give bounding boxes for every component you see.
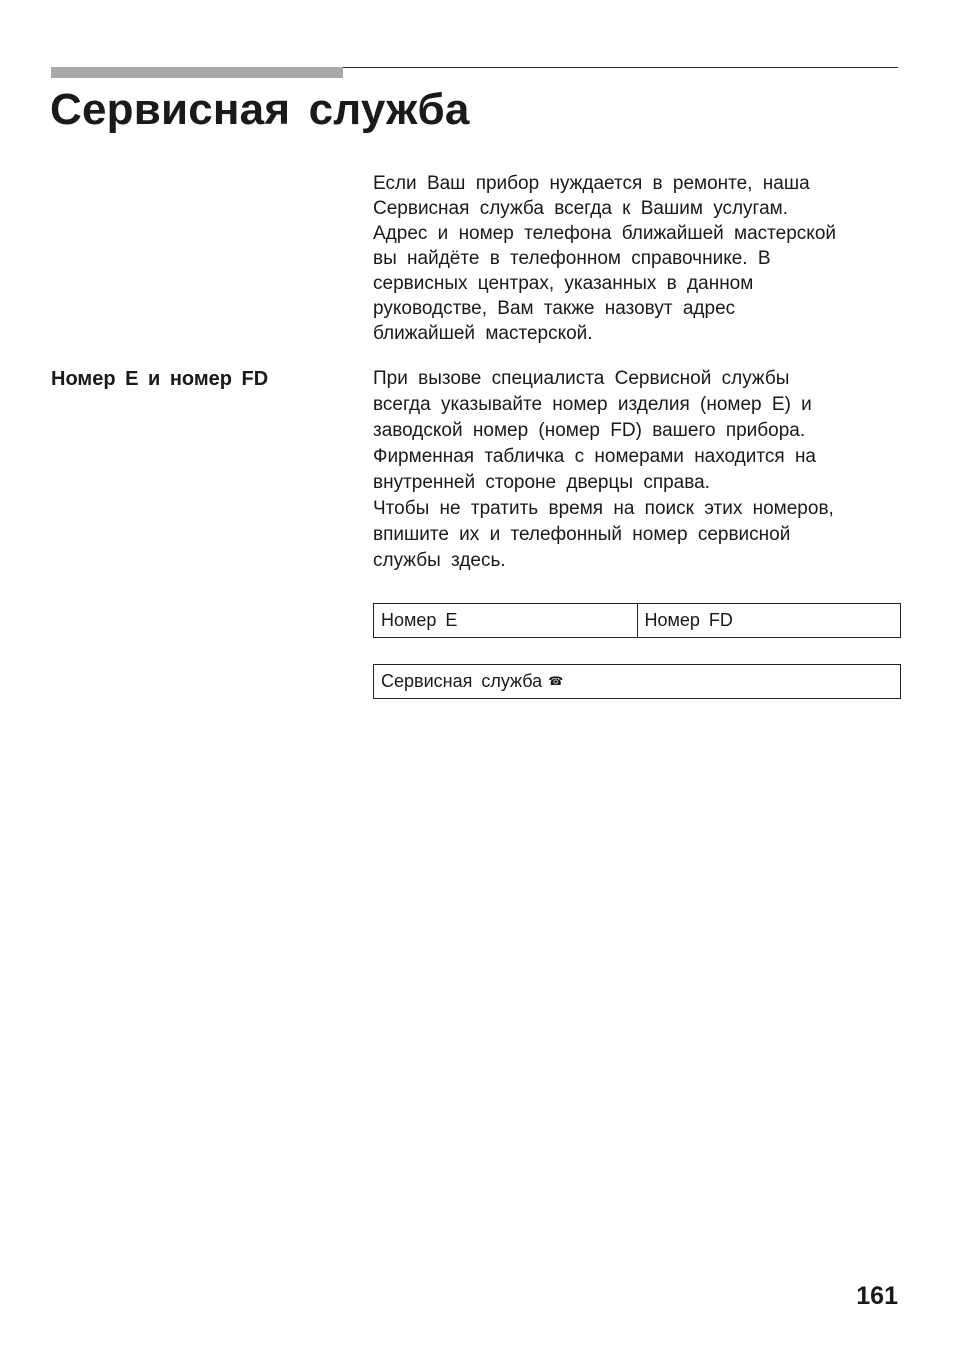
telephone-icon: ☎ [548, 674, 564, 688]
product-numbers-form [373, 603, 901, 638]
e-number-field[interactable] [374, 604, 637, 637]
fd-number-label: Номер FD [644, 610, 733, 630]
section-line: заводской номер (номер FD) вашего прибора. [373, 420, 806, 441]
intro-line: Если Ваш прибор нуждается в ремонте, наша [373, 173, 810, 194]
e-number-label: Номер E [381, 610, 458, 630]
page-title: Сервисная служба [50, 85, 470, 134]
section-line: впишите их и телефонный номер сервисной [373, 524, 791, 545]
section-line: Чтобы не тратить время на поиск этих номеров, [373, 498, 834, 519]
section-line: всегда указывайте номер изделия (номер E) и [373, 394, 812, 415]
page-number: 161 [856, 1282, 898, 1310]
section-line: внутренней стороне дверцы справа. [373, 472, 710, 493]
intro-line: Адрес и номер телефона ближайшей мастерской [373, 223, 836, 244]
intro-line: ближайшей мастерской. [373, 323, 593, 344]
intro-paragraph [373, 171, 836, 346]
service-label: Сервисная служба [381, 671, 543, 691]
section-line: службы здесь. [373, 550, 506, 571]
section-paragraph [373, 366, 834, 574]
intro-line: сервисных центрах, указанных в данном [373, 273, 754, 294]
header-accent-bar [51, 67, 343, 78]
section-line: При вызове специалиста Сервисной службы [373, 368, 790, 389]
section-line: Фирменная табличка с номерами находится на [373, 446, 816, 467]
intro-line: вы найдёте в телефонном справочнике. В [373, 248, 771, 269]
service-phone-field[interactable] [373, 664, 901, 699]
section-heading: Номер E и номер FD [51, 368, 269, 390]
intro-line: Сервисная служба всегда к Вашим услугам. [373, 198, 788, 219]
fd-number-field[interactable] [637, 604, 901, 637]
intro-line: руководстве, Вам также назовут адрес [373, 298, 736, 319]
